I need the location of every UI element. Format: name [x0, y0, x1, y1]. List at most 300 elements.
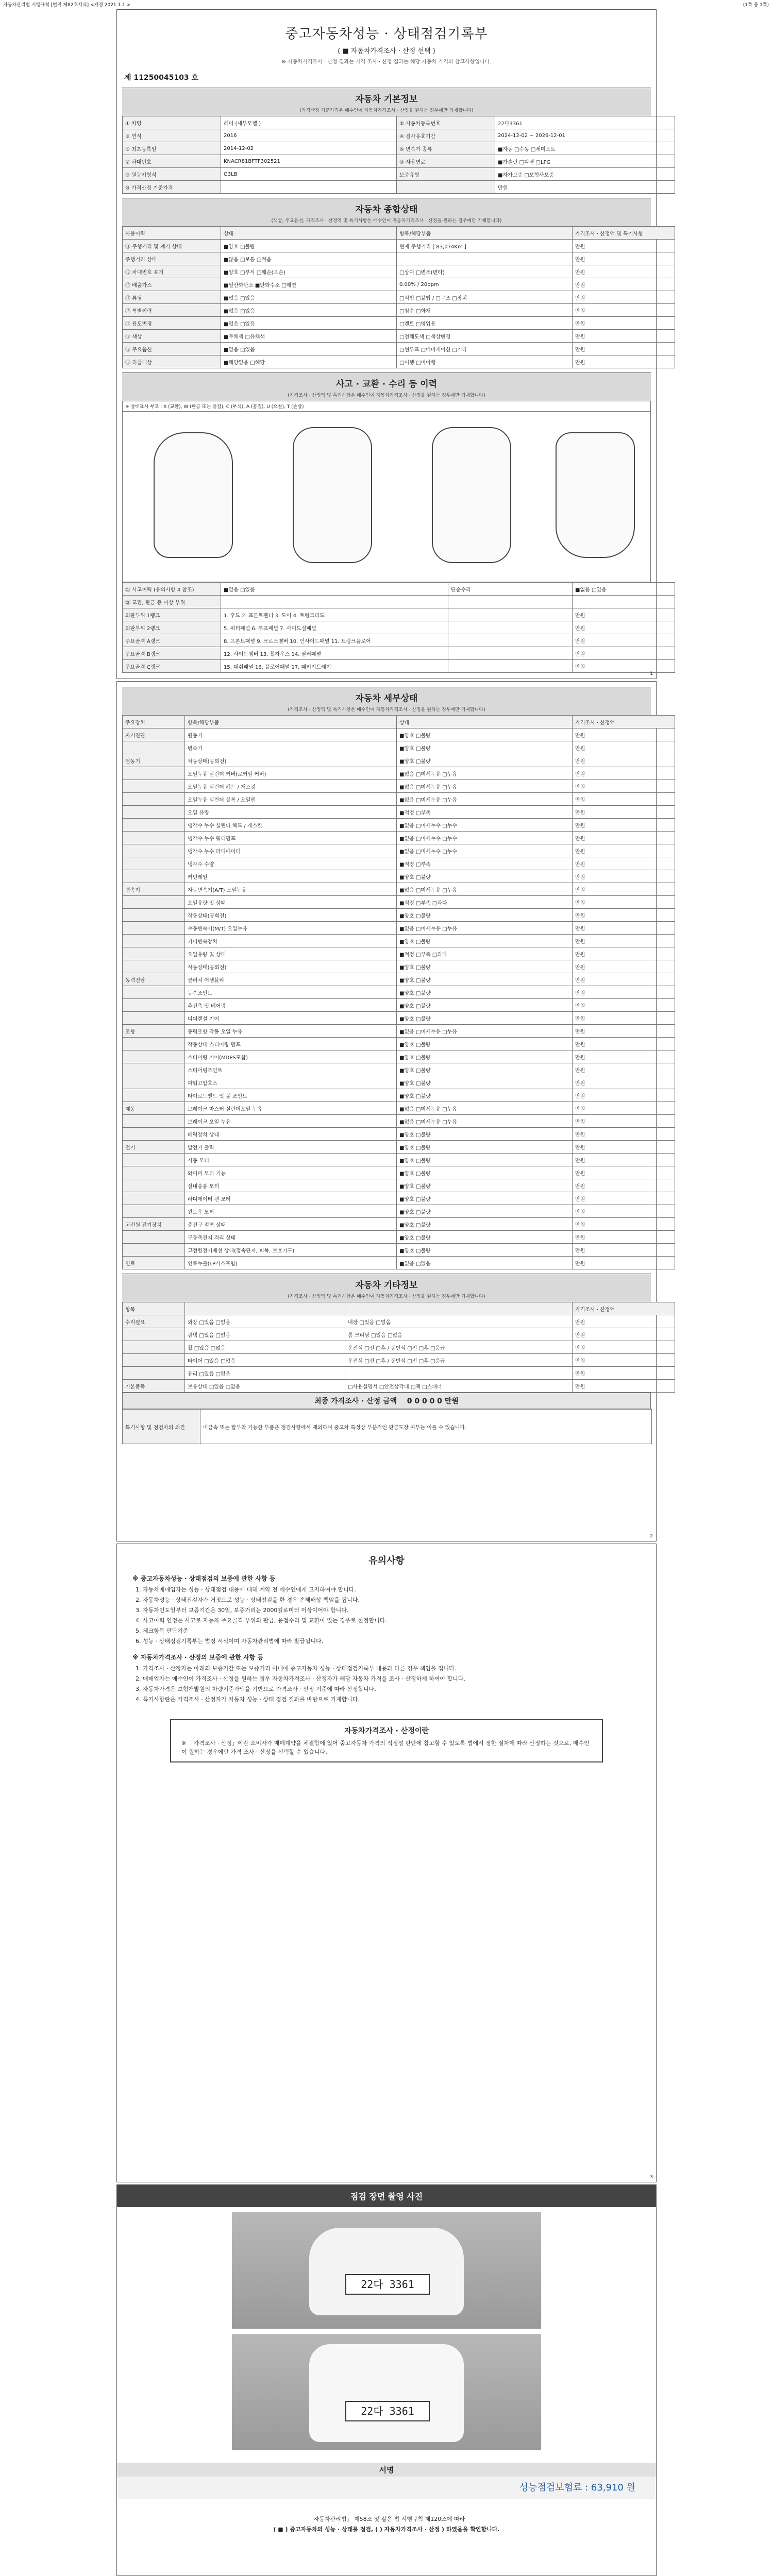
table-cell: 만원	[573, 343, 675, 355]
table-cell: 작동상태(공회전)	[185, 754, 397, 767]
table-cell: 기본품목	[123, 1380, 185, 1393]
price-definition-text: ※ 「가격조사 · 산정」이란 소비자가 매매계약을 체결함에 있어 중고자동차 가격의 적정성 판단에 참고할 수 있도록 법에서 정한 절차에 따라 산정하는 것으로, 매수인이 원하는 경우에만 가격 조사 · 산정을 선택할 수 있습니다.	[181, 1740, 590, 1755]
table-cell: ■양호 □불량	[397, 1050, 573, 1063]
general-status-table	[122, 226, 675, 368]
table-row	[123, 793, 675, 806]
table-row	[123, 1354, 675, 1367]
table-cell: 만원	[573, 883, 675, 896]
table-row	[123, 278, 675, 291]
table-cell: 만원	[573, 1128, 675, 1141]
table-cell: 실내송풍 모터	[185, 1179, 397, 1192]
table-cell: 만원	[573, 1231, 675, 1244]
table-cell: ⑧ 사용연료	[397, 155, 495, 168]
table-cell: 오일누유 실린더 헤드 / 개스킷	[185, 780, 397, 793]
table-cell: 자동변속기(A/T) 오일누유	[185, 883, 397, 896]
notice-warranty-heading: ※ 중고자동차성능 · 상태점검의 보증에 관한 사항 등	[132, 1575, 276, 1582]
table-cell: 냉각수 누수 실린더 헤드 / 개스킷	[185, 819, 397, 832]
notice-title: 유의사항	[368, 1555, 405, 1566]
table-cell: 만원	[573, 1115, 675, 1128]
table-header-cell	[345, 1302, 573, 1315]
table-row	[123, 265, 675, 278]
table-cell: 추진축 및 베어링	[185, 999, 397, 1012]
table-cell	[448, 634, 573, 647]
table-cell: ■양호 □불량	[397, 973, 573, 986]
table-cell: 냉각수 누수 워터펌프	[185, 832, 397, 844]
table-row	[123, 1012, 675, 1025]
table-cell: ⑰ 색상	[123, 330, 221, 343]
table-row	[123, 1063, 675, 1076]
table-cell: □침수 □화재	[397, 304, 573, 317]
table-cell: ■없음 □있음	[221, 583, 448, 596]
table-cell: 원동기	[123, 754, 185, 767]
table-row	[123, 583, 675, 596]
table-row	[123, 240, 675, 252]
accident-history-note: (가격조사 · 산정액 및 특기사항은 매수인이 자동차가격조사 · 산정을 원하는 경우에만 기재합니다)	[122, 391, 651, 401]
final-price-label: 최종 가격조사 · 산정 금액	[314, 1397, 397, 1405]
price-definition-box	[170, 1719, 603, 1762]
table-cell: ■양호 □불량	[221, 240, 397, 252]
table-cell	[448, 596, 573, 608]
table-cell: 주요골격 B랭크	[123, 647, 221, 660]
table-cell: 만원	[573, 767, 675, 780]
table-cell	[448, 660, 573, 673]
table-cell: 만원	[573, 621, 675, 634]
table-cell: 동력전달	[123, 973, 185, 986]
table-cell: ■없음 □있음	[221, 291, 397, 304]
notice-item: 2. 매매업자는 매수인이 가격조사 · 산정을 원하는 경우 자동차가격조사 · 산정자가 해당 자동차 가격을 조사 · 산정하게 하여야 합니다.	[136, 1675, 465, 1682]
table-cell: ⑨ 원동기형식	[123, 168, 221, 181]
table-cell: 8. 프론트패널 9. 크로스멤버 10. 인사이드패널 11. 트렁크플로어	[221, 634, 448, 647]
table-cell: 외판부위 2랭크	[123, 621, 221, 634]
table-cell: 만원	[573, 1141, 675, 1154]
table-cell: □상이 □변조(변타)	[397, 265, 573, 278]
table-cell: ■없음 □있음	[573, 583, 675, 596]
signature-label: 서명	[117, 2463, 656, 2477]
table-cell: ⑭ 튜닝	[123, 291, 221, 304]
table-cell: 오일유량 및 상태	[185, 947, 397, 960]
table-cell: 냉각수 수량	[185, 857, 397, 870]
table-header-cell: 항목/해당부품	[397, 227, 573, 240]
table-cell: 보유상태 □있음 □없음	[185, 1380, 345, 1393]
table-cell: 전기	[123, 1141, 185, 1154]
table-cell: 만원	[573, 819, 675, 832]
table-cell: ■양호 □불량	[397, 935, 573, 947]
notice-page	[116, 1544, 657, 2182]
table-cell: 만원	[573, 973, 675, 986]
table-row	[123, 1141, 675, 1154]
notice-price-heading: ※ 자동차가격조사 · 산정의 보증에 관한 사항 등	[132, 1654, 264, 1661]
table-cell: 만원	[573, 1102, 675, 1115]
table-cell: 15. 대쉬패널 16. 플로어패널 17. 패키지트레이	[221, 660, 448, 673]
table-cell: 보증유형	[397, 168, 495, 181]
table-cell: 클러치 어셈블리	[185, 973, 397, 986]
table-cell: 룸 크리닝 □있음 □없음	[345, 1328, 573, 1341]
table-cell	[123, 806, 185, 819]
table-cell	[123, 1076, 185, 1089]
notice-item: 6. 성능 · 상태점검기록부는 법정 서식이며 자동차관리법에 따라 발급됩니다.	[136, 1638, 324, 1645]
table-cell: 만원	[573, 1038, 675, 1050]
table-cell: 12. 사이드멤버 13. 휠하우스 14. 필러패널	[221, 647, 448, 660]
table-row	[123, 1315, 675, 1328]
table-cell	[123, 909, 185, 922]
inspection-page-2	[116, 681, 657, 1541]
table-cell: 오일누유 실린더 커버(로커암 커버)	[185, 767, 397, 780]
table-cell: 5. 쿼터패널 6. 루프패널 7. 사이드실패널	[221, 621, 448, 634]
table-cell: ■양호 □불량	[397, 741, 573, 754]
table-cell: 만원	[573, 999, 675, 1012]
table-cell: ■없음 □미세누수 □누수	[397, 832, 573, 844]
table-row	[123, 780, 675, 793]
table-cell: 구동축전지 격리 상태	[185, 1231, 397, 1244]
table-cell	[448, 647, 573, 660]
table-cell: 동력조향 작동 오일 누유	[185, 1025, 397, 1038]
table-cell	[123, 832, 185, 844]
table-cell: 스티어링조인트	[185, 1063, 397, 1076]
table-cell: ■일산화탄소 ■탄화수소 □매연	[221, 278, 397, 291]
table-row	[123, 343, 675, 355]
notice-price-list	[117, 1665, 656, 1704]
basic-info-table	[122, 116, 675, 194]
table-cell: ■양호 □부식 □훼손(오손)	[221, 265, 397, 278]
table-row	[123, 1076, 675, 1089]
table-cell	[123, 1154, 185, 1166]
table-cell: 주요골격 A랭크	[123, 634, 221, 647]
document-number-value: 11250045103	[133, 74, 189, 82]
table-cell: 만원	[573, 1025, 675, 1038]
table-cell: ■양호 □불량	[397, 1231, 573, 1244]
table-cell: 만원	[573, 317, 675, 330]
table-cell: 오일누유 실린더 블록 / 오일팬	[185, 793, 397, 806]
table-cell: ■없음 □미세누유 □누유	[397, 1115, 573, 1128]
table-row	[123, 999, 675, 1012]
table-cell: ⑪ 주행거리 및 계기 상태	[123, 240, 221, 252]
table-cell: 만원	[573, 330, 675, 343]
table-cell: □적법 □불법 / □구조 □장치	[397, 291, 573, 304]
table-cell: ⑬ 배출가스	[123, 278, 221, 291]
table-cell: ■적정 □부족 □과다	[397, 896, 573, 909]
table-cell	[123, 1038, 185, 1050]
table-cell: 만원	[573, 634, 675, 647]
table-cell: ■없음 □미세누유 □누유	[397, 922, 573, 935]
table-row	[123, 1205, 675, 1218]
table-cell: ■양호 □불량	[397, 1218, 573, 1231]
table-row	[123, 660, 675, 673]
table-cell: ■적정 □부족	[397, 857, 573, 870]
table-row	[123, 1102, 675, 1115]
table-cell	[123, 870, 185, 883]
table-cell: 수리필요	[123, 1315, 185, 1328]
general-status-note: (색상, 주요옵션, 가격조사 · 산정액 및 특기사항은 매수인이 자동차가격조사 · 산정을 원하는 경우에만 기재합니다)	[122, 216, 651, 226]
car-frame-view	[432, 427, 511, 563]
table-row	[123, 767, 675, 780]
page-number: 2	[650, 1534, 653, 1539]
table-cell: 만원	[573, 1244, 675, 1257]
table-cell: G3LB	[221, 168, 397, 181]
table-cell: 배력장치 상태	[185, 1128, 397, 1141]
table-cell: 만원	[573, 1257, 675, 1269]
photo-page	[116, 2184, 657, 2576]
table-cell: 만원	[573, 844, 675, 857]
table-cell: ⑳ 사고이력 (유의사항 4 참조)	[123, 583, 221, 596]
table-cell	[221, 181, 397, 194]
inspection-page-1	[116, 9, 657, 679]
table-cell: 브레이크 마스터 실린더오일 누유	[185, 1102, 397, 1115]
final-price	[122, 1393, 651, 1409]
table-cell: 만원	[573, 780, 675, 793]
table-cell: 오일유량 및 상태	[185, 896, 397, 909]
table-cell: 만원	[573, 660, 675, 673]
table-cell	[123, 1354, 185, 1367]
table-header-cell: 가격조사 · 산정액	[573, 716, 675, 728]
table-cell: ⑩ 가격산정 기준가격	[123, 181, 221, 194]
table-cell: 만원	[573, 1205, 675, 1218]
table-cell: ④ 검사유효기간	[397, 129, 495, 142]
table-cell: 만원	[573, 793, 675, 806]
table-row	[123, 857, 675, 870]
table-cell	[123, 793, 185, 806]
table-cell: ■없음 □있음	[221, 317, 397, 330]
table-cell: 만원	[573, 909, 675, 922]
table-cell: 만원	[573, 960, 675, 973]
table-row	[123, 181, 675, 194]
detail-status-table	[122, 715, 675, 1269]
table-cell: 충전구 절연 상태	[185, 1218, 397, 1231]
insurance-fee: 성능점검보험료 : 63,910 원	[117, 2477, 656, 2499]
other-info-note: (가격조사 · 산정액 및 특기사항은 매수인이 자동차가격조사 · 산정을 원하는 경우에만 기재합니다)	[122, 1292, 651, 1302]
table-cell: 운전석 □전 □후 / 동반석 □전 □후 □응급	[345, 1341, 573, 1354]
table-cell: 기어변속장치	[185, 935, 397, 947]
table-cell: ■없음 □미세누유 □누유	[397, 780, 573, 793]
table-cell: ■없음 □있음	[221, 304, 397, 317]
document-number	[124, 72, 656, 82]
table-header-cell: 상태	[221, 227, 397, 240]
table-cell	[123, 1367, 185, 1380]
table-cell: ■많음 □보통 □적음	[221, 252, 397, 265]
detail-status-note: (가격조사 · 산정액 및 특기사항은 매수인이 자동차가격조사 · 산정을 원하는 경우에만 기재합니다)	[122, 705, 651, 715]
table-cell: 만원	[573, 741, 675, 754]
table-row	[123, 155, 675, 168]
table-cell: □이행 □미이행	[397, 355, 573, 368]
table-cell: ■해당없음 □해당	[221, 355, 397, 368]
form-reference: 자동차관리법 시행규칙 [별지 제82호서식] <개정 2021.1.1.>	[3, 3, 131, 8]
table-cell	[123, 844, 185, 857]
table-cell: ■없음 □미세누유 □누유	[397, 1102, 573, 1115]
table-cell: 만원	[573, 1166, 675, 1179]
table-row	[123, 116, 675, 129]
table-cell: ■양호 □불량	[397, 1141, 573, 1154]
table-cell: 만원	[573, 1179, 675, 1192]
other-info-title: 자동차 기타정보	[122, 1274, 651, 1292]
table-cell	[123, 922, 185, 935]
table-cell: 원동기	[185, 728, 397, 741]
table-cell: ■양호 □불량	[397, 1154, 573, 1166]
table-cell	[448, 621, 573, 634]
table-row	[123, 647, 675, 660]
table-cell	[123, 1050, 185, 1063]
table-cell	[221, 596, 448, 608]
table-cell: 현재 주행거리 [ 83,074Km ]	[397, 240, 573, 252]
table-row	[123, 1231, 675, 1244]
table-cell: ㉑ 교환, 판금 등 이상 부위	[123, 596, 221, 608]
table-cell: ■가솔린 □디젤 □LPG	[495, 155, 675, 168]
table-cell: ■없음 □미세누유 □누유	[397, 767, 573, 780]
table-row	[123, 168, 675, 181]
table-cell: 타이로드엔드 및 볼 조인트	[185, 1089, 397, 1102]
table-cell: 주행거리 상태	[123, 252, 221, 265]
table-cell: □전체도색 □색상변경	[397, 330, 573, 343]
table-cell: 1. 후드 2. 프론트펜더 3. 도어 4. 트렁크리드	[221, 608, 448, 621]
table-cell: 만원	[573, 291, 675, 304]
table-cell: ■없음 □미세누수 □누수	[397, 844, 573, 857]
table-cell: ■무채색 □유채색	[221, 330, 397, 343]
table-cell: ⑤ 최초등록일	[123, 142, 221, 155]
table-cell: ■양호 □불량	[397, 1179, 573, 1192]
table-cell: 만원	[573, 1218, 675, 1231]
table-cell: ■없음 □미세누유 □누유	[397, 793, 573, 806]
table-cell: 만원	[573, 240, 675, 252]
table-row	[123, 1179, 675, 1192]
table-row	[123, 252, 675, 265]
photo-section-title: 점검 장면 촬영 사진	[117, 2185, 656, 2207]
table-cell	[123, 896, 185, 909]
table-cell: ⑯ 용도변경	[123, 317, 221, 330]
table-row	[123, 634, 675, 647]
table-row	[123, 909, 675, 922]
table-row	[123, 1025, 675, 1038]
table-cell: 디퍼렌셜 기어	[185, 1012, 397, 1025]
accident-legend: ※ 상태표시 부호 : X (교환), W (판금 또는 용접), C (부식), A (흠집), U (요철), T (손상)	[122, 401, 651, 412]
table-cell	[123, 999, 185, 1012]
table-cell: KNACR81BFTF302521	[221, 155, 397, 168]
page-number: 3	[650, 2175, 653, 2180]
table-row	[123, 754, 675, 767]
table-cell: ■없음 □있음	[221, 343, 397, 355]
table-header-cell: 가격조사 · 산정액 및 특기사항	[573, 227, 675, 240]
rear-photo	[232, 2334, 541, 2450]
table-row	[123, 935, 675, 947]
notice-item: 3. 자동차인도일부터 보증기간은 30일, 보증거리는 2000킬로미터 이상이어야 합니다.	[136, 1607, 349, 1614]
table-cell: 타이어 □있음 □없음	[185, 1354, 345, 1367]
notice-warranty-list	[117, 1586, 656, 1646]
table-cell: 만원	[573, 252, 675, 265]
basic-info-note: (가격산정 기준가격은 매수인이 자동차가격조사 · 산정을 원하는 경우에만 기재합니다)	[122, 106, 651, 116]
table-cell: 변속기	[185, 741, 397, 754]
table-cell: 운전석 □전 □후 / 동반석 □전 □후 □응급	[345, 1354, 573, 1367]
table-cell	[123, 767, 185, 780]
table-row	[123, 1192, 675, 1205]
table-cell: 등속조인트	[185, 986, 397, 999]
table-cell: 만원	[573, 1192, 675, 1205]
table-cell: 만원	[573, 304, 675, 317]
table-row	[123, 986, 675, 999]
table-cell: 만원	[495, 181, 675, 194]
table-header-cell: 항목	[123, 1302, 185, 1315]
car-rear-view	[556, 432, 635, 558]
table-cell: ③ 연식	[123, 129, 221, 142]
table-cell: 외장 □있음 □없음	[185, 1315, 345, 1328]
table-row	[123, 896, 675, 909]
table-row	[123, 608, 675, 621]
table-cell	[123, 1231, 185, 1244]
table-row	[123, 1038, 675, 1050]
notice-item: 1. 가격조사 · 산정자는 아래의 보증기간 또는 보증거리 이내에 중고자동차 성능 · 상태점검기록부 내용과 다른 경우 책임을 집니다.	[136, 1665, 457, 1672]
table-row	[123, 870, 675, 883]
table-cell	[123, 1205, 185, 1218]
table-cell: 만원	[573, 754, 675, 767]
basic-info-title: 자동차 기본정보	[122, 88, 651, 106]
table-cell	[123, 947, 185, 960]
table-cell: ■양호 □불량	[397, 1076, 573, 1089]
table-row	[123, 806, 675, 819]
document-subtitle-note: ※ 자동차가격조사 · 산정 결과는 가격 조사 · 산정 결과는 해당 자동차 가격의 참고사항입니다.	[281, 59, 492, 65]
car-rear-body	[309, 2344, 464, 2442]
general-status-title: 자동차 종합상태	[122, 198, 651, 216]
table-cell: ⑥ 변속기 종류	[397, 142, 495, 155]
table-cell: 스티어링 기어(MDPS포함)	[185, 1050, 397, 1063]
table-cell	[123, 1012, 185, 1025]
table-cell	[123, 1063, 185, 1076]
table-cell: ■양호 □불량	[397, 1205, 573, 1218]
table-cell: ■적정 □부족	[397, 806, 573, 819]
table-cell	[397, 252, 573, 265]
table-row	[123, 1257, 675, 1269]
table-row	[123, 330, 675, 343]
table-cell: ■양호 □불량	[397, 1012, 573, 1025]
table-cell: ② 자동차등록번호	[397, 116, 495, 129]
table-cell	[123, 1128, 185, 1141]
table-row	[123, 1218, 675, 1231]
table-cell: 연료누출(LP가스포함)	[185, 1257, 397, 1269]
table-cell: 커먼레일	[185, 870, 397, 883]
table-header-cell: 항목/해당부품	[185, 716, 397, 728]
table-cell: 만원	[573, 1315, 675, 1328]
document-number-prefix: 제	[124, 74, 131, 82]
table-cell: 만원	[573, 922, 675, 935]
table-row	[123, 304, 675, 317]
table-cell: 만원	[573, 608, 675, 621]
table-cell: □사용설명서 □안전삼각대 □잭 □스패너	[345, 1380, 573, 1393]
table-cell	[123, 1328, 185, 1341]
table-cell: 고전원전기배선 상태(접속단자, 피복, 보호기구)	[185, 1244, 397, 1257]
table-row	[123, 1128, 675, 1141]
car-top-view	[293, 427, 372, 563]
car-front-body	[309, 2228, 464, 2315]
table-row	[123, 1154, 675, 1166]
table-cell: 만원	[573, 355, 675, 368]
table-cell: □렌트 □영업용	[397, 317, 573, 330]
table-cell: 만원	[573, 832, 675, 844]
table-cell	[448, 608, 573, 621]
table-cell: 2016	[221, 129, 397, 142]
table-cell: ■양호 □불량	[397, 999, 573, 1012]
table-cell: 만원	[573, 1076, 675, 1089]
table-cell: 시동 모터	[185, 1154, 397, 1166]
table-cell: ⑫ 차대번호 표기	[123, 265, 221, 278]
table-cell: 만원	[573, 857, 675, 870]
table-cell: 제동	[123, 1102, 185, 1115]
table-cell	[123, 986, 185, 999]
table-cell: 만원	[573, 1063, 675, 1076]
table-cell: 단순수리	[448, 583, 573, 596]
table-cell: ■양호 □불량	[397, 1192, 573, 1205]
table-cell	[123, 741, 185, 754]
table-row	[123, 832, 675, 844]
table-cell: ⑦ 차대번호	[123, 155, 221, 168]
table-cell: 휠 □있음 □없음	[185, 1341, 345, 1354]
table-cell: 레이 (세부모델 )	[221, 116, 397, 129]
accident-table	[122, 582, 675, 673]
table-cell	[123, 857, 185, 870]
